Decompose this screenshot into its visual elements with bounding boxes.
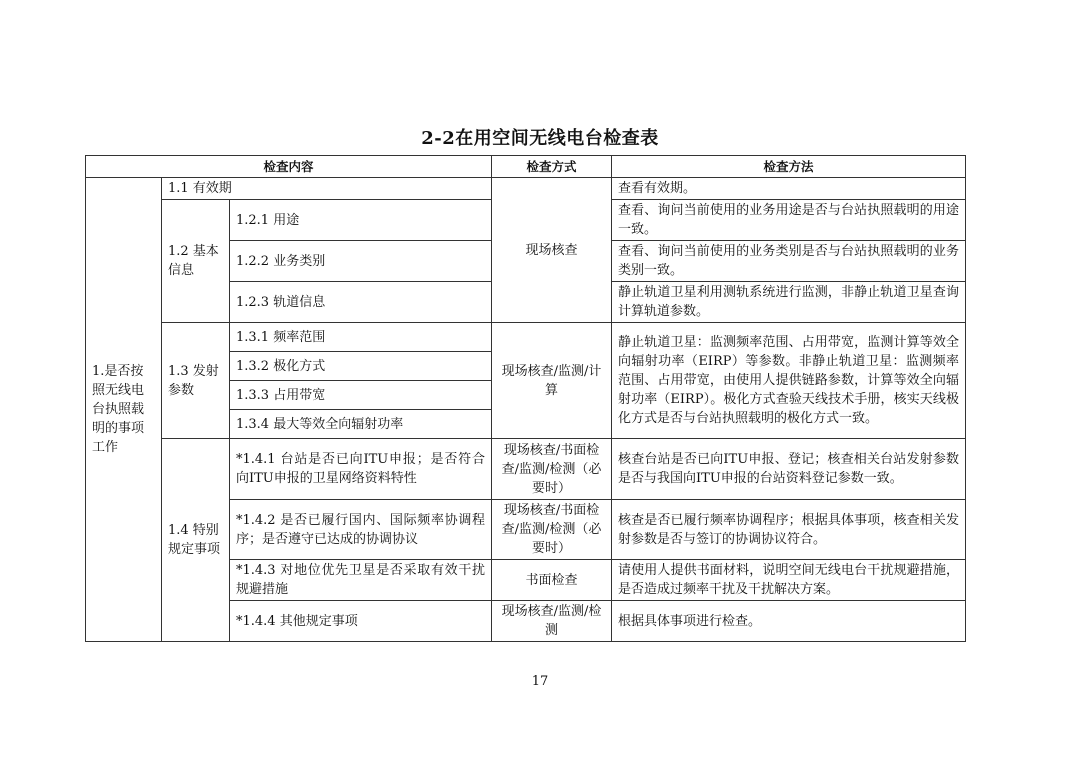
item-1-2-1-method: 查看、询问当前使用的业务用途是否与台站执照载明的用途一致。 xyxy=(612,200,966,241)
item-1-3-2-label: 1.3.2 极化方式 xyxy=(230,352,492,381)
item-1-2-3-method: 静止轨道卫星利用测轨系统进行监测，非静止轨道卫星查询计算轨道参数。 xyxy=(612,282,966,323)
item-1-1-label: 1.1 有效期 xyxy=(162,178,492,200)
header-mode: 检查方式 xyxy=(492,156,612,178)
item-1-2-2-method: 查看、询问当前使用的业务类别是否与台站执照载明的业务类别一致。 xyxy=(612,241,966,282)
item-1-2-label: 1.2 基本信息 xyxy=(162,200,230,323)
mode-1-3: 现场核查/监测/计算 xyxy=(492,323,612,439)
item-1-4-4-mode: 现场核查/监测/检测 xyxy=(492,601,612,642)
item-1-4-2-method: 核查是否已履行频率协调程序；根据具体事项，核查相关发射参数是否与签订的协调协议符合。 xyxy=(612,500,966,560)
table-row xyxy=(86,178,966,200)
table-title: 2-2在用空间无线电台检查表 xyxy=(421,128,659,149)
table-header-row xyxy=(86,156,966,178)
item-1-3-4-label: 1.3.4 最大等效全向辐射功率 xyxy=(230,410,492,439)
item-1-2-3-label: 1.2.3 轨道信息 xyxy=(230,282,492,323)
item-1-4-4-method: 根据具体事项进行检查。 xyxy=(612,601,966,642)
item-1-4-3-method: 请使用人提供书面材料，说明空间无线电台干扰规避措施，是否造成过频率干扰及干扰解决方案。 xyxy=(612,560,966,601)
table-row xyxy=(86,323,966,352)
group-1-label: 1.是否按照无线电台执照载明的事项工作 xyxy=(86,178,162,642)
item-1-4-3-label: *1.4.3 对地位优先卫星是否采取有效干扰规避措施 xyxy=(230,560,492,601)
item-1-1-method: 查看有效期。 xyxy=(612,178,966,200)
item-1-4-1-label: *1.4.1 台站是否已向ITU申报；是否符合向ITU申报的卫星网络资料特性 xyxy=(230,439,492,500)
item-1-4-1-method: 核查台站是否已向ITU申报、登记；核查相关台站发射参数是否与我国向ITU申报的台站资料登记参数一致。 xyxy=(612,439,966,500)
item-1-2-1-label: 1.2.1 用途 xyxy=(230,200,492,241)
item-1-4-2-label: *1.4.2 是否已履行国内、国际频率协调程序；是否遵守已达成的协调协议 xyxy=(230,500,492,560)
inspection-table xyxy=(85,155,966,642)
page-number: 17 xyxy=(531,674,549,689)
header-content: 检查内容 xyxy=(86,156,492,178)
header-method: 检查方法 xyxy=(612,156,966,178)
item-1-4-3-mode: 书面检查 xyxy=(492,560,612,601)
table-row xyxy=(86,439,966,500)
item-1-4-4-label: *1.4.4 其他规定事项 xyxy=(230,601,492,642)
method-1-3: 静止轨道卫星：监测频率范围、占用带宽，监测计算等效全向辐射功率（EIRP）等参数。非静止轨道卫星：监测频率范围、占用带宽，由使用人提供链路参数，计算等效全向辐射功率（EIRP）。极化方式查验天线技术手册，核实天线极化方式是否与台站执照载明的极化方式一致。 xyxy=(612,323,966,439)
item-1-4-label: 1.4 特别规定事项 xyxy=(162,439,230,642)
item-1-3-label: 1.3 发射参数 xyxy=(162,323,230,439)
item-1-3-1-label: 1.3.1 频率范围 xyxy=(230,323,492,352)
item-1-4-2-mode: 现场核查/书面检查/监测/检测（必要时） xyxy=(492,500,612,560)
mode-onsite-check: 现场核查 xyxy=(492,178,612,323)
item-1-3-3-label: 1.3.3 占用带宽 xyxy=(230,381,492,410)
item-1-4-1-mode: 现场核查/书面检查/监测/检测（必要时） xyxy=(492,439,612,500)
item-1-2-2-label: 1.2.2 业务类别 xyxy=(230,241,492,282)
